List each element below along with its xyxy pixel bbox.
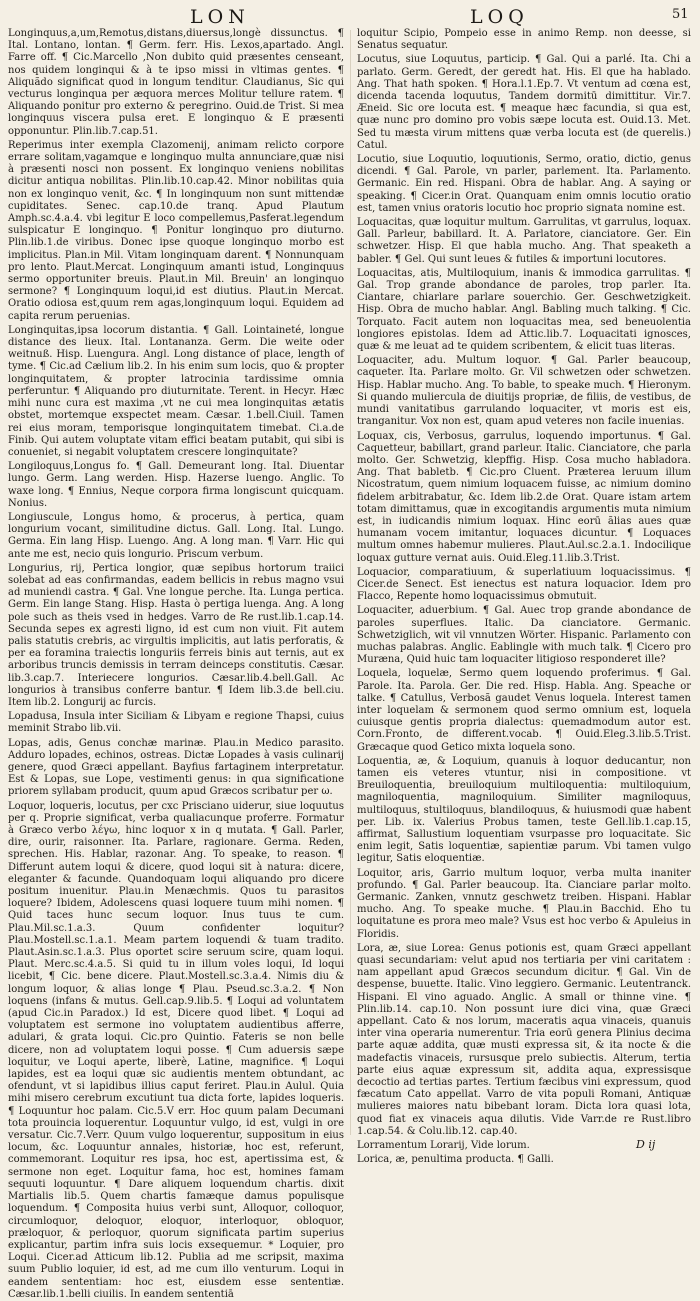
entry-lopadusa: Lopadusa, Insula inter Siciliam & Libyam e regione Thapsi, cuius meminit Strabo lib.vii. xyxy=(8,711,344,735)
headword-left: LON xyxy=(190,6,250,28)
entry-loquax: Loquax, cis, Verbosus, garrulus, loquendo importunus. ¶ Gal. Caquetteur, babillart, grand parleur. Italic. Cianciatore, che parla molto. Ger. Schwetzig, klepffig. Hisp. Cosa mucho habladora. Ang. That babletb. ¶ Cic.pro Cluent. Præterea leruum illum Nicostratum, quem nimium loquacem fuisse, ac nimium domino fidelem arbitrabatur, &c. Idem lib.2.de Orat. Quare istam artem totam dimittamus, quæ in excogitandis argumentis muta nimium est, in iudicandis nimium loquax. Hinc eorū ãlias aues quæ humanam vocem imitantur, loquaces dicuntur. ¶ Loquaces multum omnes habemur mulieres. Plaut.Aul.sc.2.a.1. Indocilique loquax gutture vernat auis. Ouid.Eleg.11.lib.3.Trist. xyxy=(357,430,691,564)
entry-loquacitas: Loquacitas, atis, Multiloquium, inanis & immodica garrulitas. ¶ Gal. Trop grande abondance de paroles, trop parler. Ita. Ciantare, chiarlare parlare souerchio. Ger. Geschwetzigkeit. Hisp. Obra de mucho hablar. Angl. Babling much talking. ¶ Cic. Torquato. Facit autem non loquacitas mea, sed beneuolentia longiores epistolas. Idem ad Attic.lib.7. Loquacitati ignosces, quæ & me leuat ad te quidem scribentem, & elicit tuas literas. xyxy=(357,267,691,353)
entry-lorica: Lorica, æ, penultima producta. ¶ Galli. xyxy=(357,1154,554,1166)
entry-longiuscule: Longiuscule, Longus homo, & procerus, à pertica, quam longurium vocant, similitudine dictus. Gall. Long. Ital. Lungo. Germa. Ein lang Hisp. Luengo. Ang. A long man. ¶ Varr. Hic qui ante me est, necio quis longurio. Priscum verbum. xyxy=(8,511,344,560)
entry-loquela: Loquela, loquelæ, Sermo quem loquendo proferimus. ¶ Gal. Parole. Ita. Parola. Ger. Die red. Hisp. Habla. Ang. Speache or talke. ¶ Catullus, Verbosã gaudet Venus loquela. Interest tamen inter loquelam & sermonem quod sermo omnium est, loquela cuiusque gentis propria dialectus: quemadmodum autor est. Corn.Fronto, de different.vocab. ¶ Ouid.Eleg.3.lib.5.Trist. Græcaque quod Getico mixta loquela sono. xyxy=(357,668,691,753)
entry-longinquus: Longinquus,a,um,Remotus,distans,diuersus,longè dissunctus. ¶ Ital. Lontano, lontan. ¶ Germ. ferr. His. Lexos,apartado. Angl. Farre off. ¶ Cic.Marcello ,Non dubito quid præsentes censeant, nos quidem longinqui & à te ipso missi in vltimas gentes. ¶ Aliquãdo significat quod in longum tenditur. Claudianus, Sic qui vecturus longinqua per æquora merces Molitur tellure ratem. ¶ Aliquando ponitur pro externo & peregrino. Ouid.de Trist. Si mea longinquus viscera pulsa eret. E longinquo & E præsenti opponuntur. Plin.lib.7.cap.51. xyxy=(8,28,344,137)
entry-longurius: Longurius, rij, Pertica longior, quæ sepibus hortorum traiici solebat ad eas confirmandas, eadem bellicis in rebus magno vsui ad muniendi castra. ¶ Gal. Vne longue perche. Ita. Lunga pertica. Germ. Ein lange Stang. Hisp. Hasta ò pertiga luenga. Ang. A long pole such as theis vsed in hedges. Varro de Re rust.lib.1.cap.14. Secunda sepes ex agresti ligno, id est cum non viuit. Fit autem palis statutis crebris, ac virgultis implicitis, aut latis perforatis, & per ea foramina traiectis longuriis ferreis binis aut ternis, aut ex arboribus truncis demissis in terram deinceps constitutis. Cæsar. lib.3.cap.7. Interiecere longurios. Cæsar.lib.4.bell.Gall. Ac longurios à transibus conferre bantur. ¶ Idem lib.3.de bell.ciu. Item lib.2. Longurij ac furcis. xyxy=(8,562,344,708)
entry-lorramentum: Lorramentum Lorarij, Vide lorum. xyxy=(357,1140,530,1152)
left-column xyxy=(8,28,344,1300)
entry-lopas: Lopas, adis, Genus conchæ marinæ. Plau.in Medico parasito. Adduro lopades, echinos, ostreas. Dictæ Lopades à vasis culinarij genere, quod Græci appellant. Bayfius fartaginem interpretatur. Est & Lopas, sue Lope, vestimenti genus: in qua significatione priorem syllabam producit, quum apud Græcos scribatur per ω. xyxy=(8,737,344,798)
entry-loquor: Loquor, loqueris, locutus, per cxc Prisciano uiderur, siue loquutus per q. Proprie significat, verba qualiacunque proferre. Formatur à Græco verbo λέγω, hinc loquor x in q mutata. ¶ Gall. Parler, dire, ourir, raisonner. Ita. Parlare, ragionare. Germa. Reden, sprechen. His. Hablar, razonar. Ang. To speake, to reason. ¶ Differunt autem loqui & dicere, quod loqui sit à natura: dicere, eleganter & facunde. Quandoquam loqui aliquando pro dicere positum inuenitur. Plau.in Menæchmis. Quos tu parasitos loquere? Ibidem, Adolescens quasi loquere tuum mihi nomen. ¶ Quid taces hunc secum loquor. Inus tuus te cum. Plau.Mil.sc.1.a.3. Quum confidenter loquitur? Plau.Mostell.sc.1.a.1. Meam partem loquendi & tuam tradito. Plaut.Asin.sc.1.a.3. Plus oportet scire seruum scire, quam loqui. Plaut. Merc.sc.4.a.5. Si quid tu in illum voles loqui, Id loqui licebit, ¶ Cic. bene dicere. Plaut.Mostell.sc.3.a.4. Nimis diu & longum loquor, & alias longe ¶ Plau. Pseud.sc.3.a.2. ¶ Non loquens (infans & mutus. Gell.cap.9.lib.5. ¶ Loqui ad voluntatem (apud Cic.in Paradox.) Id est, Dicere quod libet. ¶ Loqui ad voluptatem est sermone ino voluptatem audientibus afferre, adulari, & grata loqui. Cic.pro Quintio. Fateris se non belle dicere, non ad voluptatem loqui posse. ¶ Cum aduersis sæpe loquitur, ve Loqui aperte, liberè, Latine, magnifice. ¶ Loqui lapides, est ea loqui quæ sic audientis mentem obtundant, ac ofendunt, vt si lapidibus illius caput feriret. Plau.in Aulul. Quia mihi misero cerebrum excutiunt tua dicta forte, lapides loqueris. ¶ Loquuntur hoc palam. Cic.5.V err. Hoc quum palam Decumani tota prouincia loquerentur. Loquuntur vulgo, id est, vulgi in ore versatur. Cic.7.Verr. Quum vulgo loquerentur, suppositum in eius locum, &c. Loquuntur annales, historiæ, hoc est, referunt, commemorant. Loquitur res ipsa, hoc est, apertissima est, & sermone non eget. Loquitur fama, hoc est, homines famam sequuti loquuntur. ¶ Dare aliquem loquendum chartis. dixit Martialis lib.5. Quem chartis famæque damus populisque loquendum. ¶ Composita huius verbi sunt, Alloquor, colloquor, circumloquor, deloquor, eloquor, interloquor, obloquor, præloquor, & perloquor, quorum significata partim superius explicantur, partim infra suis locis exsequemur. * Loquier, pro Loqui. Cicer.ad Atticum lib.12. Publia ad me scripsit, maxima suum Publio loquier, id est, ad me cum illo venturum. Loqui in eandem sententiam: hoc est, eiusdem esse sententiæ. Cæsar.lib.1.belli ciuilis. In eandem sententiā xyxy=(8,800,344,1300)
entry-loquaciter: Loquaciter, aduerbium. ¶ Gal. Auec trop grande abondance de paroles superflues. Italic. Da cianciatore. Germanic. Schwetziglich, wit vil vnnutzen Wörter. Hispanic. Parlamento con muchas palabras. Anglic. Eablingle with much talk. ¶ Cicero pro Muræna, Quid huic tam loquaciter litigioso responderet ille? xyxy=(357,605,691,666)
entry-locutus: Locutus, siue Loquutus, particip. ¶ Gal. Qui a parlé. Ita. Chi a parlato. Germ. Geredt, der geredt hat. His. El que ha hablado. Ang. That hath spoken. ¶ Hora.l.1.Ep.7. Vt ventum ad cœna est, dicenda tacenda loquutus, Tandem dormitū dimittitur. Vir.7. Æneid. Sic ore locuta est. ¶ meaque hæc facundia, si qua est, quæ nunc pro domino pro vobis sæpe locuta est. Ouid.13. Met. Sed tu mæsta virum mittens quæ verba locuta est (de querelis.) Catul. xyxy=(357,54,691,151)
signature-mark: D ij xyxy=(636,1138,656,1151)
running-header xyxy=(0,6,700,28)
entry-longinquitas: Longinquitas,ipsa locorum distantia. ¶ Gall. Lointaineté, longue distance des lieux. Ital. Lontananza. Germ. Die weite oder weitnuß. Hisp. Luengura. Angl. Long distance of place, length of tyme. ¶ Cic.ad Cælium lib.2. In his enim sum locis, quo & propter longinquitatem, & propter latrocinia tardissime omnia perferuntur. ¶ Aliquando pro diuturnitate. Terent. in Hecyr. Hæc mihi nunc cura est maxima ,vt ne cui mea longinquitas ætatis obstet, mortemque exspectet meam. Cæsar. 1.bell.Ciuil. Tamen rei eius moram, temporisque longinquitatem timebat. Ci.a.de Finib. Qui autem voluptate vitam effici beatam putabit, qui sibi is conueniet, si negabit voluptatem crescere longinquitate? xyxy=(8,324,344,458)
entry-longiloquus: Longiloquus,Longus fo. ¶ Gall. Demeurant long. Ital. Diuentar lungo. Germ. Lang werden. Hisp. Hazerse luengo. Anglic. To waxe long. ¶ Ennius, Neque corpora firma longiscunt quicquam. Nonius. xyxy=(8,461,344,509)
entry-continuation: loquitur Scipio, Pompeio esse in animo Remp. non deesse, si Senatus sequatur. xyxy=(357,28,691,52)
page-number: 51 xyxy=(672,7,689,22)
entry-loquacior: Loquacior, comparatiuum, & superlatiuum loquacissimus. ¶ Cicer.de Senect. Est ienectus est natura loquacior. Idem pro Flacco, Repente homo loquacissimus obmutuit. xyxy=(357,566,691,603)
entry-locutio: Locutio, siue Loquutio, loquutionis, Sermo, oratio, dictio, genus dicendi. ¶ Gal. Parole, vn parler, parlement. Ita. Parlamento. Germanic. Ein red. Hispani. Obra de hablar. Ang. A saying or speaking. ¶ Cicer.in Orat. Quanquam enim omnis locutio oratio est, tamen vnius oratoris locutio hoc proprio signata nomine est. xyxy=(357,154,691,214)
entry-longinquus-cont: Reperimus inter exempla Clazomenij, animam relicto corpore errare solitam,vagamque e longinquo multa annunciare,quæ nisi à præsenti nosci non possent. Ex longinquo veniens nobilitas dicitur antiqua nobilitas. Plin.lib.10.cap.42. Minor nobilitas quia non ex longinquo venit, &c. ¶ In longinquum non sunt mittendæ cupiditates. Senec. cap.10.de tranq. Apud Plautum Amph.sc.4.a.4. vbi legitur E loco compellemus,Pasferat.legendum sulspicatur E longinquo. ¶ Ponitur longinquo pro diuturno. Plin.lib.1.de viribus. Donec ipse quoque longinquo morbo est implicitus. Plan.in Mil. Vitam longinquam darent. ¶ Nonnunquam pro lento. Plaut.Mercat. Longinquum amanti istud, Longinquus sermo opportuniter breuis. Plaut.in Mil. Breuin' an longinquo sermone? ¶ Longinquum loqui,id est diutius. Plaut.in Mercat. Oratio odiosa est,quum rem agas,longinquum loqui. Equidem ad capita rerum peruenias. xyxy=(8,139,344,322)
entry-loquentia: Loquentia, æ, & Loquium, quanuis à loquor deducantur, non tamen eis veteres vtuntur, nisi in compositione. vt Breuiloquentia, breuiloquium multiloquentia: multiloquium, magniloquentia, magniloquium. Similiter magniloquus, multiloquus, stultiloquus, blandiloquus, & huiusmodi quæ habent per. Lib. ix. Valerius Probus tamen, teste Gell.lib.1.cap.15, affirmat, Sallustium loquentiam vsurpasse pro loquacitate. Sic enim legit, Satis loquentiæ, sapientiæ parum. Vbi tamen vulgo legitur, Satis eloquentiæ. xyxy=(357,755,691,865)
column-divider xyxy=(350,30,351,1135)
entry-loquitor: Loquitor, aris, Garrio multum loquor, verba multa inaniter profundo. ¶ Gal. Parler beaucoup. Ita. Cianciare parlar molto. Germanic. Zanken, vnnutz geschwetz treiben. Hispani. Hablar mucho. Ang. To speake muche. ¶ Plau.in Bacchid. Eho tu loquitatune es prora meo male? Vsus est hoc verbo & Apuleius in Floridis. xyxy=(357,867,691,940)
entry-lora: Lora, æ, siue Lorea: Genus potionis est, quam Græci appellant quasi secundariam: velut apud nos tertiaria per vini caritatem : nam appellant apud Græcos secundum dicitur. ¶ Gal. Vin de despense, buuette. Italic. Vino leggiero. Germanic. Leutentranck. Hispani. El vino aguado. Anglic. A small or thinne vine. ¶ Plin.lib.14. cap.10. Non possunt iure dici vina, quæ Græci appellant. Cato & nos lorum, maceratis aqua vinaceis, quanuis inter vina operaria numerentur. Tria eorū genera Plinius decima parte aquæ addita, quæ musti expressa sit, & ita nocte & die madefactis vinaceis, rursusque prelo subiectis. Alterum, tertia parte eius aquæ expressum sit, addita aqua, expressisque decoctio ad tertias partes. Tertium fæcibus vini expressum, quod fæcatum Cato appellat. Varro de vita populi Romani, Antiquæ mulieres maiores natu bibebant loram. Dicta lora quasi lota, quod fiat ex vinaceis aqua dilutis. Vide Varr.de re Rust.libro 1.cap.54. & Colu.lib.12. cap.40. xyxy=(357,942,691,1137)
entry-loquacitas-speaker: Loquacitas, quæ loquitur multum. Garrulitas, vt garrulus, loquax. Gall. Parleur, babillard. It. A. Parlatore, cianciatore. Ger. Ein schwetzer. Hisp. El que habla mucho. Ang. That speaketh a babler. ¶ Gel. Qui sunt leues & futiles & importuni locutores. xyxy=(357,217,691,265)
entry-loquaciter-verb: Loquaciter, adu. Multum loquor. ¶ Gal. Parler beaucoup, caqueter. Ita. Parlare molto. Gr. Vil schwetzen oder schwetzen. Hisp. Hablar mucho. Ang. To bable, to speake much. ¶ Hieronym. Si quando muliercula de diuitijs propriæ, de filiis, de vestibus, de mundi vanitatibus garrulando loquaciter, vt moris est eis, tranganitur. Vox non est, quam apud veteres non facile inuenias. xyxy=(357,355,691,428)
headword-right: LOQ xyxy=(470,6,529,28)
